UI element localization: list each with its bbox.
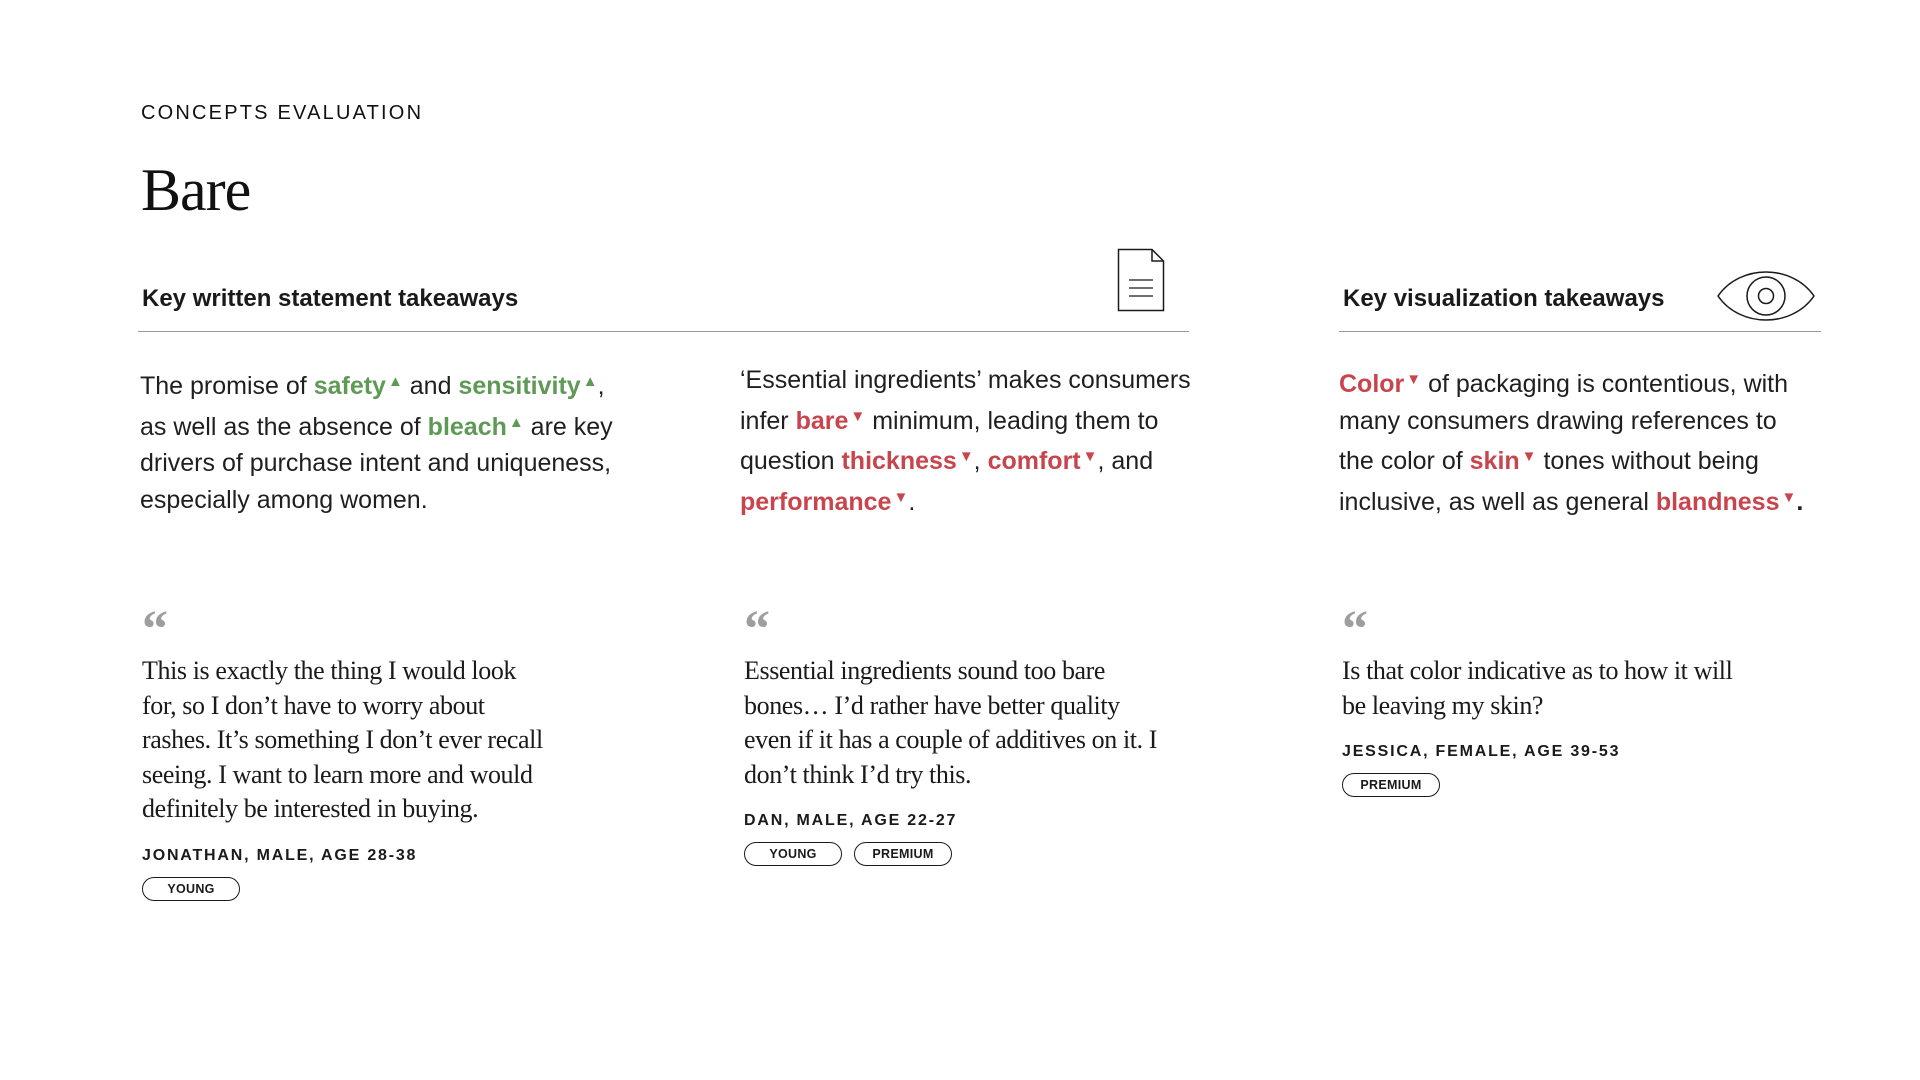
visual-section-divider: [1339, 331, 1821, 332]
takeaway-text-col2: [740, 362, 1220, 520]
down-arrow-icon: ▼: [893, 488, 909, 506]
quote-card: [1342, 610, 1822, 797]
quote-mark-icon: “: [1342, 610, 1368, 640]
eyebrow-label: CONCEPTS EVALUATION: [141, 102, 424, 124]
keyword-safety: safety: [313, 372, 386, 400]
quote-mark-icon: “: [744, 610, 770, 640]
tag-young: YOUNG: [744, 842, 842, 866]
written-takeaways-heading: Key written statement takeaways: [142, 285, 519, 312]
quote-text: Essential ingredients sound too bare bones… I’d rather have better quality even if it has a couple of additives on it. I don’t think I’d try this.: [744, 656, 1158, 789]
written-section-divider: [138, 331, 1189, 332]
takeaway-line: many consumers drawing references to: [1339, 406, 1777, 435]
up-arrow-icon: ▲: [508, 413, 524, 431]
quote-attribution: JESSICA, FEMALE, AGE 39-53: [1342, 743, 1621, 760]
tag-young: YOUNG: [142, 877, 240, 901]
takeaway-line: question thickness ▼, comfort ▼, and: [740, 447, 1154, 475]
tag-list: [744, 842, 1224, 866]
quote-attribution: DAN, MALE, AGE 22-27: [744, 812, 958, 829]
takeaway-text-col1: [140, 364, 700, 518]
down-arrow-icon: ▼: [1781, 488, 1797, 506]
visual-takeaways-heading: Key visualization takeaways: [1343, 285, 1665, 312]
quote-mark-icon: “: [142, 610, 168, 640]
takeaway-line: inclusive, as well as general blandness ▼.: [1339, 487, 1804, 516]
up-arrow-icon: ▲: [387, 373, 403, 390]
tag-premium: PREMIUM: [854, 842, 952, 866]
keyword-comfort: comfort: [987, 447, 1081, 475]
takeaway-line: ‘Essential ingredients’ makes consumers: [740, 366, 1191, 394]
quote-text: This is exactly the thing I would look for, so I don’t have to worry about rashes. It’s something I don’t ever recall seeing. I want to learn more and would definitely be interested in buying.: [142, 656, 543, 823]
eye-icon: [1716, 268, 1816, 329]
tag-list: [1342, 773, 1822, 797]
down-arrow-icon: ▼: [958, 448, 974, 465]
keyword-color: Color: [1339, 370, 1405, 398]
takeaway-line: drivers of purchase intent and uniqueness,: [140, 449, 612, 477]
takeaway-line: as well as the absence of bleach ▲ are key: [140, 412, 613, 441]
quote-text: Is that color indicative as to how it will be leaving my skin?: [1342, 656, 1733, 720]
takeaway-line: infer bare ▼ minimum, leading them to: [740, 406, 1159, 435]
quote-card: [744, 610, 1224, 866]
document-icon: [1117, 248, 1165, 317]
quote-attribution: JONATHAN, MALE, AGE 28-38: [142, 846, 418, 864]
keyword-bleach: bleach: [427, 412, 507, 441]
down-arrow-icon: ▼: [1406, 371, 1422, 388]
takeaway-line: Color ▼ of packaging is contentious, with: [1339, 370, 1789, 398]
quote-card: [142, 610, 702, 901]
down-arrow-icon: ▼: [1082, 448, 1098, 465]
page-title: Bare: [141, 157, 251, 223]
tag-premium: PREMIUM: [1342, 773, 1440, 797]
keyword-bare: bare: [795, 406, 849, 435]
keyword-skin: skin: [1469, 447, 1520, 475]
up-arrow-icon: ▲: [582, 373, 598, 390]
keyword-sensitivity: sensitivity: [458, 372, 581, 400]
keyword-thickness: thickness: [841, 447, 957, 475]
keyword-performance: performance: [740, 487, 892, 516]
tag-list: [142, 877, 702, 901]
takeaway-text-col3: [1339, 362, 1819, 520]
takeaway-line: performance ▼.: [740, 487, 916, 516]
takeaway-line: especially among women.: [140, 485, 428, 514]
down-arrow-icon: ▼: [850, 407, 866, 425]
keyword-blandness: blandness: [1655, 487, 1780, 516]
down-arrow-icon: ▼: [1521, 448, 1537, 465]
takeaway-line: The promise of safety ▲ and sensitivity ▲,: [140, 372, 605, 400]
takeaway-line: the color of skin ▼ tones without being: [1339, 447, 1759, 475]
